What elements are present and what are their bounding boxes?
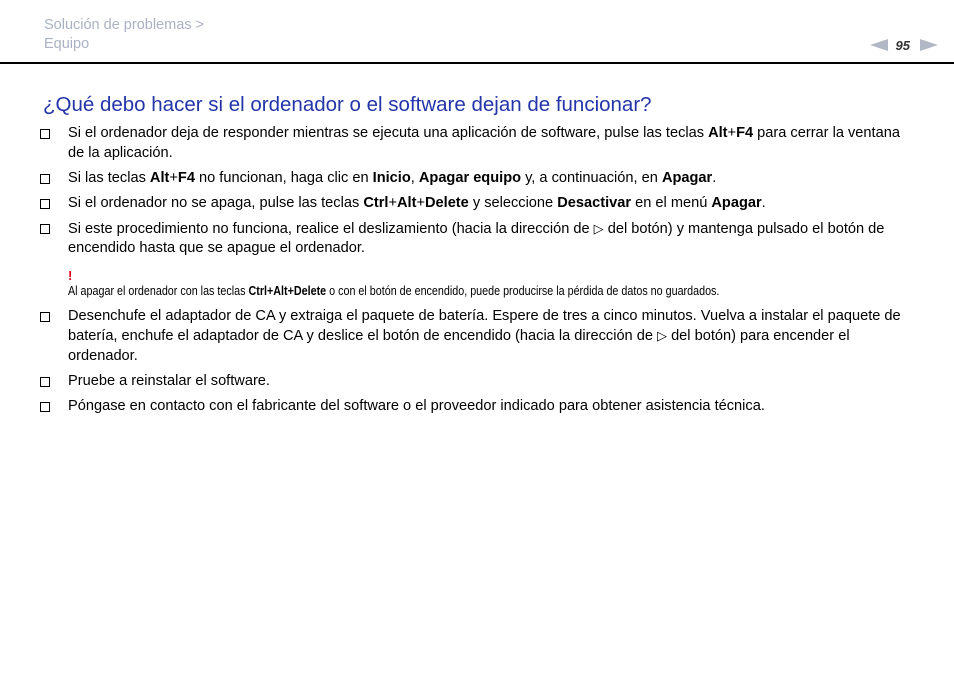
instruction-list xyxy=(40,124,920,422)
checkbox-bullet-icon xyxy=(40,312,50,322)
previous-page-arrow-icon[interactable] xyxy=(870,39,888,51)
menu-apagar: Apagar xyxy=(661,169,713,186)
section-title: ¿Qué debo hacer si el ordenador o el software dejan de funcionar? xyxy=(43,93,652,116)
key-combination: Ctrl+Alt+Delete xyxy=(248,283,327,298)
key-alt: Alt xyxy=(708,125,728,141)
key-alt: Alt xyxy=(396,194,417,211)
menu-inicio: Inicio xyxy=(372,169,411,186)
list-item: Desenchufe el adaptador de CA y extraiga el paquete de batería. Espere de tres a cinco minutos. Vuelva a instalar el paquete de batería, enchufe el adaptador de CA y deslice el botón de encendido (hacia la dirección de ▷ del botón) para encender el ordenador. xyxy=(40,307,920,367)
list-item: Si las teclas Alt+F4 no funcionan, haga clic en Inicio, Apagar equipo y, a continuación, en Apagar. xyxy=(40,169,920,189)
menu-desactivar: Desactivar xyxy=(557,194,632,211)
menu-apagar: Apagar xyxy=(711,194,762,211)
list-item: Pruebe a reinstalar el software. xyxy=(40,372,920,392)
key-f4: F4 xyxy=(736,125,754,141)
checkbox-bullet-icon xyxy=(40,224,50,234)
warning-icon: ! xyxy=(68,267,73,283)
checkbox-bullet-icon xyxy=(40,174,50,184)
warning-note xyxy=(40,269,920,299)
key-ctrl: Ctrl xyxy=(363,194,389,211)
key-f4: F4 xyxy=(177,169,195,186)
breadcrumb-section[interactable]: Solución de problemas > xyxy=(44,17,205,33)
header-divider xyxy=(0,62,954,64)
slide-direction-triangle-icon: ▷ xyxy=(657,328,668,343)
page-number: 95 xyxy=(895,37,910,53)
list-item: Póngase en contacto con el fabricante del software o el proveedor indicado para obtener asistencia técnica. xyxy=(40,397,920,417)
checkbox-bullet-icon xyxy=(40,402,50,412)
key-delete: Delete xyxy=(424,194,469,211)
list-item: Si este procedimiento no funciona, realice el deslizamiento (hacia la dirección de ▷ del botón) y mantenga pulsado el botón de encendido hasta que se apague el ordenador. xyxy=(40,219,920,259)
menu-apagar-equipo: Apagar equipo xyxy=(418,169,522,186)
warning-text: Al apagar el ordenador con las teclas Ctrl+Alt+Delete o con el botón de encendido, puede producirse la pérdida de datos no guardados. xyxy=(68,283,720,298)
list-item: Si el ordenador no se apaga, pulse las teclas Ctrl+Alt+Delete y seleccione Desactivar en el menú Apagar. xyxy=(40,194,920,214)
page-navigation xyxy=(870,37,938,53)
breadcrumb-page[interactable]: Equipo xyxy=(44,36,90,52)
checkbox-bullet-icon xyxy=(40,377,50,387)
slide-direction-triangle-icon: ▷ xyxy=(593,220,604,236)
checkbox-bullet-icon xyxy=(40,199,50,209)
list-item: Si el ordenador deja de responder mientras se ejecuta una aplicación de software, pulse las teclas Alt+F4 para cerrar la ventana de la aplicación. xyxy=(40,124,920,163)
next-page-arrow-icon[interactable] xyxy=(920,39,938,51)
checkbox-bullet-icon xyxy=(40,129,50,139)
key-alt: Alt xyxy=(149,169,170,186)
breadcrumb xyxy=(44,16,204,54)
